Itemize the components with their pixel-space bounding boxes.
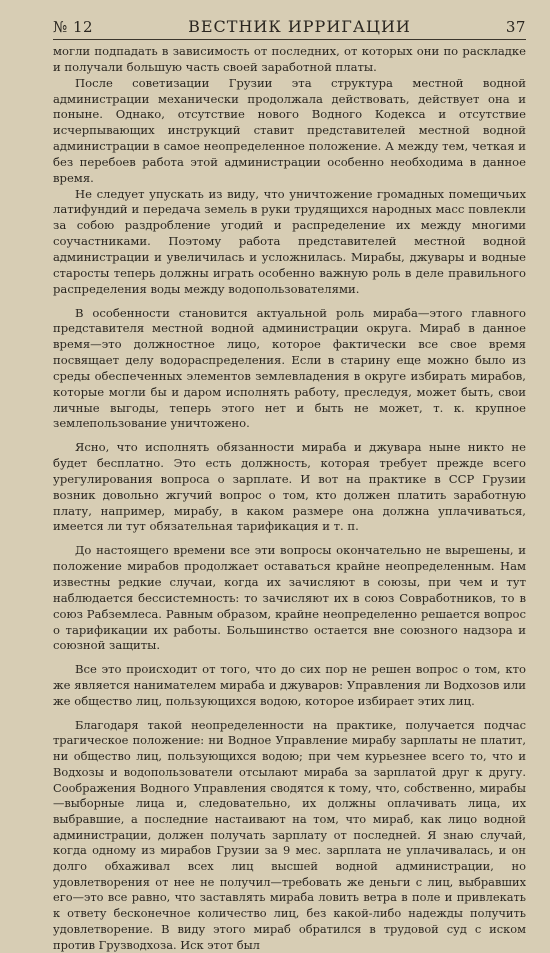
paragraph-salary-question: Ясно, что исполнять обязанности мираба и джувара ныне никто не будет бесплатно. Это есть должность, которая требует прежде всего урегулирования вопроса о зарплате. И вот на практике в ССР Грузии возник довольно жгучий вопрос о том, кто должен платить заработную плату, например, мирабу, в каком размере она должна уплачиваться, имеется ли тут обязательная тарификация и т. п. <box>53 440 526 534</box>
paragraph-employer: Все это происходит от того, что до сих пор не решен вопрос о том, кто же является нанимателем мираба и джуваров: Управления ли Водхозов или же общество лиц, пользующихся водою, которое избирает этих лиц. <box>53 662 526 708</box>
paragraph-mirab-role: В особенности становится актуальной роль мираба—этого главного представителя местной водной администрации округа. Мираб в данное время—это должностное лицо, которое фактически все свое время посвящает делу водораспределения. Если в старину еще можно было из среды обеспеченных элементов землевладения в округе избирать мирабов, которые могли бы и даром исполнять работу, преследуя, может быть, свои личные выгоды, теперь этого нет и быть не может, т. к. крупное землепользование уничтожено. <box>53 305 526 431</box>
running-header <box>53 17 526 40</box>
paragraph-continuation: могли подпадать в зависимость от последних, от которых они по раскладке и получали большую часть своей заработной платы. <box>53 44 526 74</box>
page-number: 37 <box>505 18 526 36</box>
journal-title: ВЕСТНИК ИРРИГАЦИИ <box>188 17 411 36</box>
issue-number: № 12 <box>53 18 94 36</box>
paragraph-latifundia: Не следует упускать из виду, что уничтожение громадных помещичьих латифундий и передача земель в руки трудящихся народных масс повлекли за собою раздробление угодий и распределение их между многими соучастниками. Поэтому работа представителей местной водной администрации и увеличилась и усложнилась. Мирабы, джувары и водные старосты теперь должны играть особенно важную роль в деле правильного распределения воды между водопользователями. <box>53 186 526 296</box>
article-body <box>53 44 526 953</box>
paragraph-sovietization: После советизации Грузии эта структура местной водной администрации механически продолжала действовать, действует она и поныне. Однако, отсутствие нового Водного Кодекса и отсутствие исчерпывающих инструкций ставит представителей местной водной администрации в самое неопределенное положение. А между тем, четкая и без перебоев работа этой администрации особенно необходима в данное время. <box>53 75 526 185</box>
paragraph-tragic-situation: Благодаря такой неопределенности на практике, получается подчас трагическое положение: ни Водное Управление мирабу зарплаты не платит, ни общество лиц, пользующихся водою; при чем курьезнее всего то, что и Водхозы и водопользователи отсылают мираба за зарплатой друг к другу. Соображения Водного Управления сводятся к тому, что, собственно, мирабы—выборные лица и, следовательно, их должны оплачивать лица, их выбравшие, а последние настаивают на том, что мираб, как лицо водной администрации, должен получать зарплату от последней. Я знаю случай, когда одному из мирабов Грузии за 9 мес. зарплата не уплачивалась, и он долго обхаживал всех лиц высшей водной администрации, но удовлетворения от нее не получил—требовать же деньги с лиц, выбравших его—это все равно, что заставлять мираба ловить ветра в поле и привлекать к ответу бесконечное количество лиц, без какой-либо надежды получить удовлетворение. В виду этого мираб обратился в трудовой суд с иском против Грузводхоза. Иск этот был <box>53 717 526 952</box>
paragraph-unions: До настоящего времени все эти вопросы окончательно не вырешены, и положение мирабов продолжает оставаться крайне неопределенным. Нам известны редкие случаи, когда их зачисляют в союзы, при чем и тут наблюдается бессистемность: то зачисляют их в союз Совработников, то в союз Рабземлеса. Равным образом, крайне неопределенно решается вопрос о тарификации их работы. Большинство остается вне союзного надзора и союзной защиты. <box>53 543 526 653</box>
